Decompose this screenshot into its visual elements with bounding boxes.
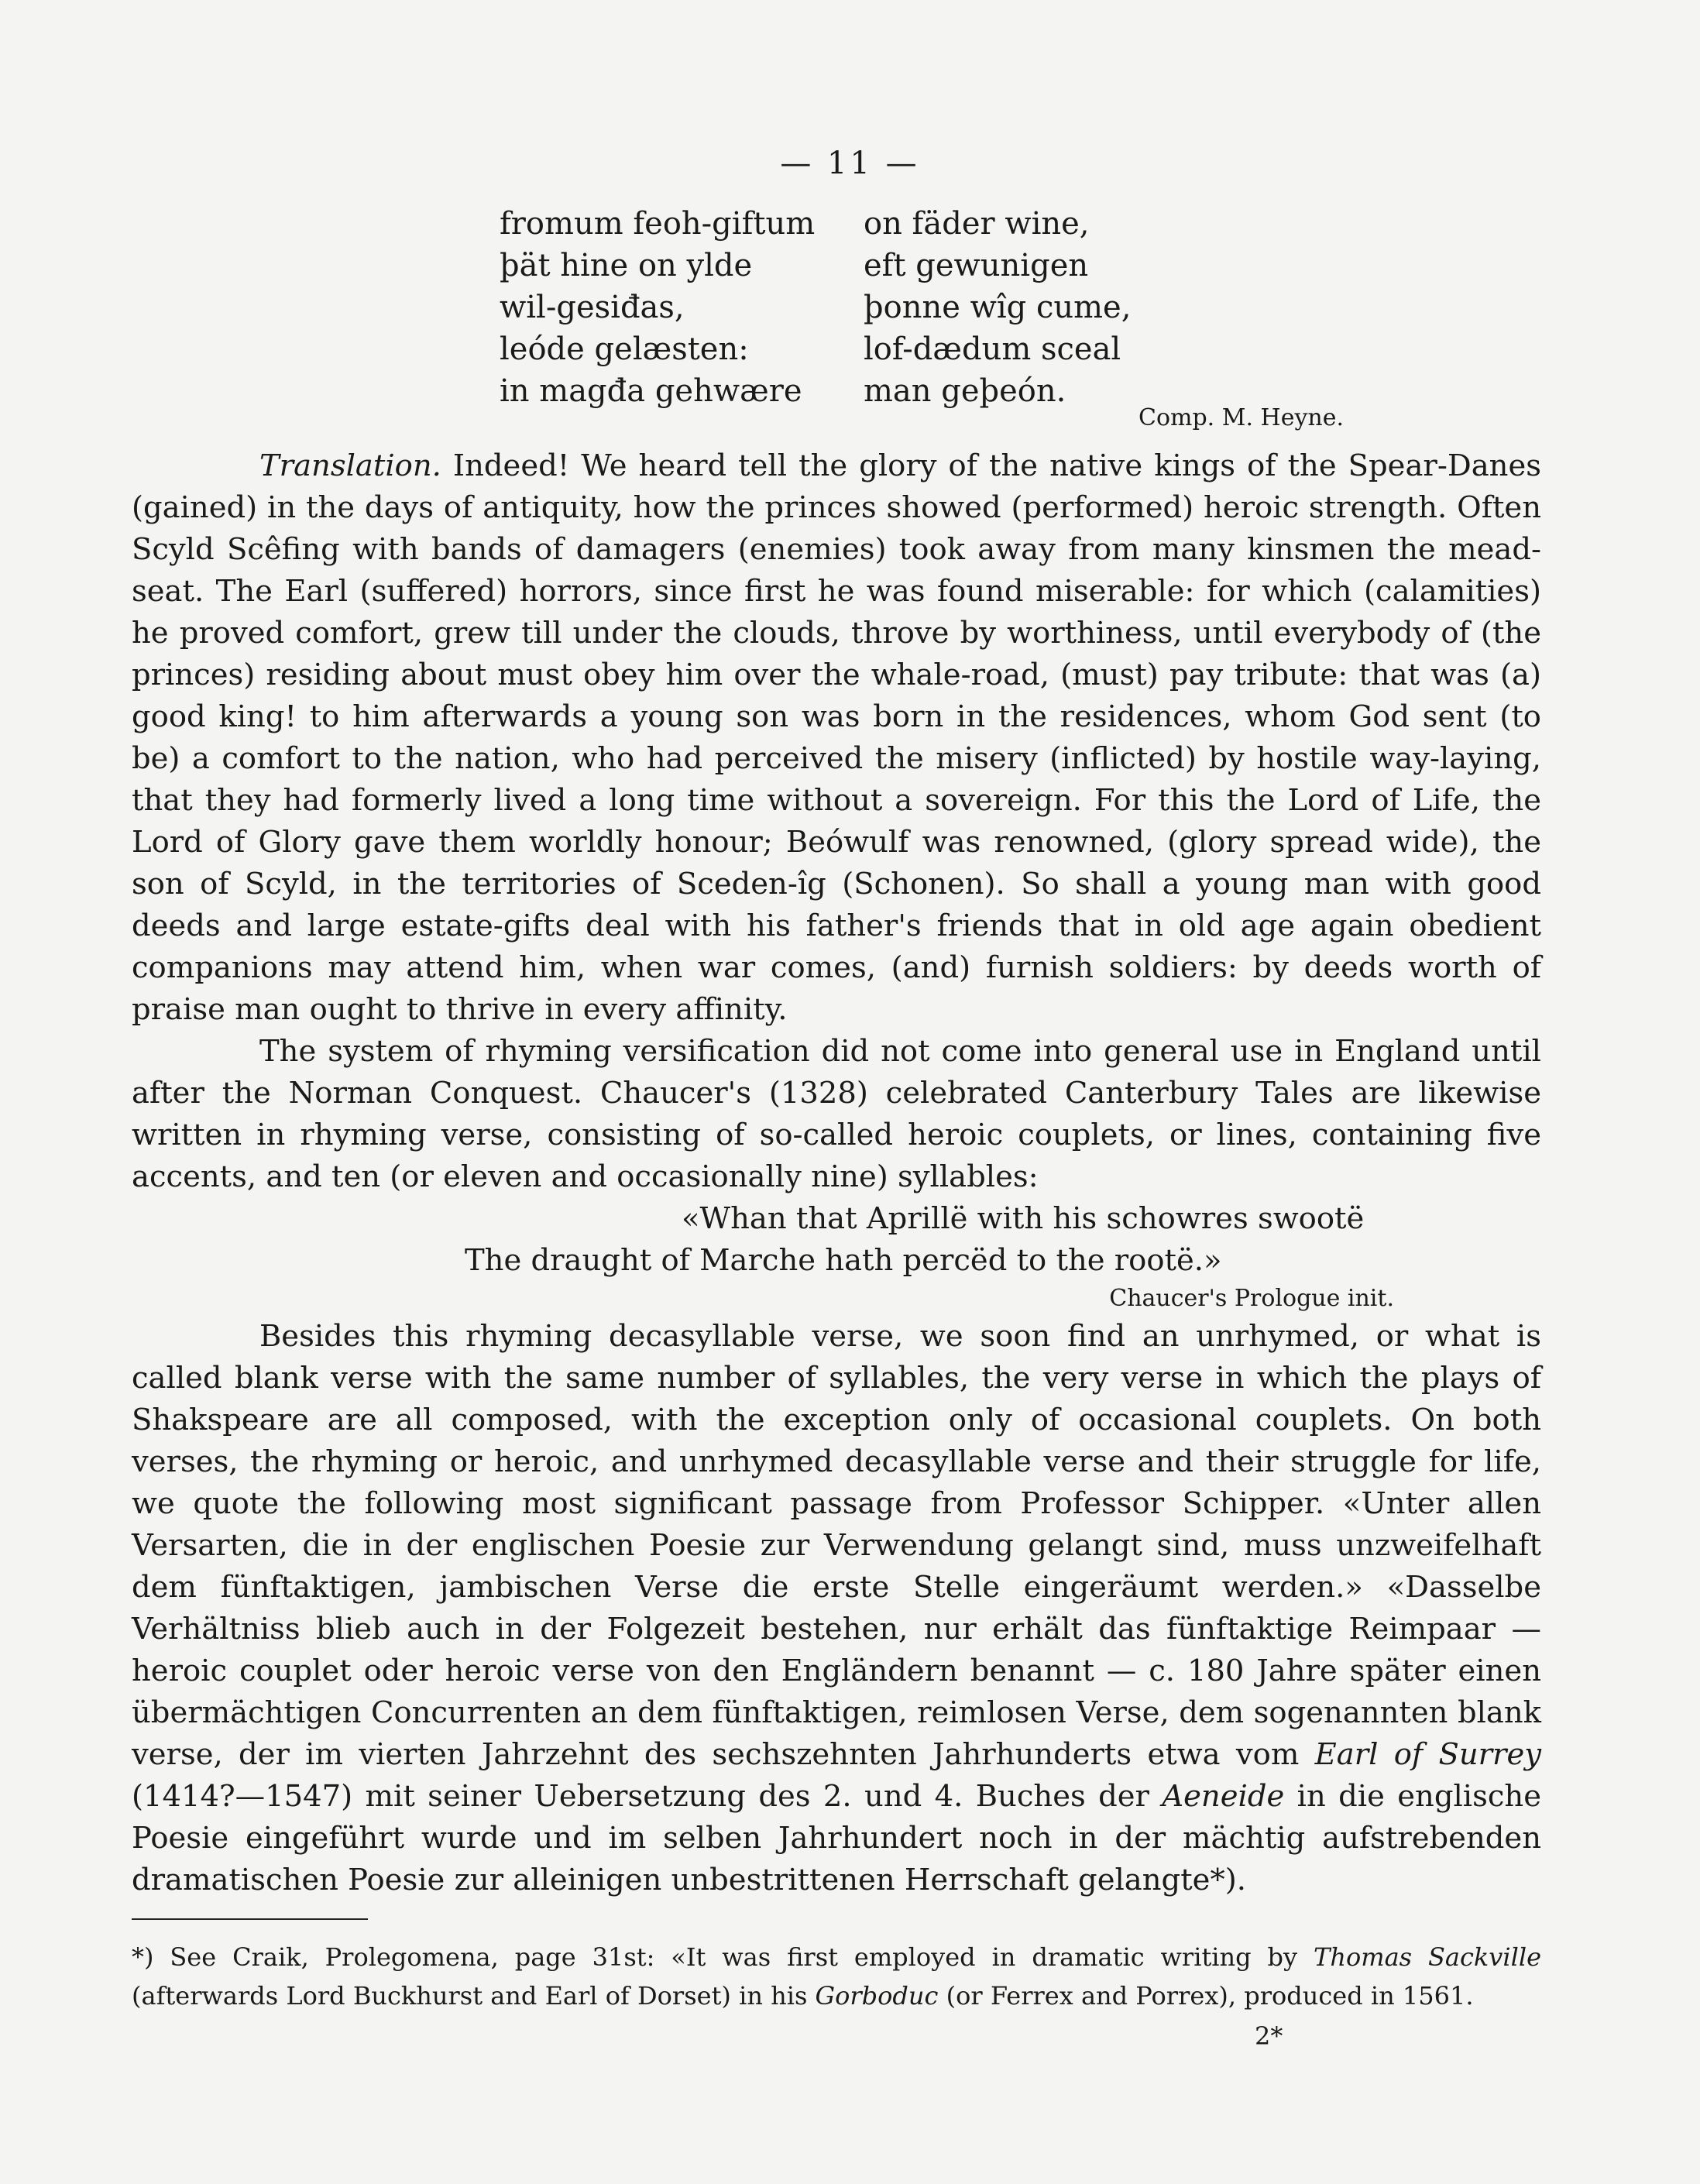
quote-line: «Whan that Aprillë with his schowres swootë	[682, 1201, 1365, 1236]
paragraph-blank-verse	[132, 1316, 1541, 1901]
text-run: Besides this rhyming decasyllable verse, we soon find an unrhymed, or what is called blank verse with the same number of syllables, the very verse in which the plays of Shakspeare are all composed, with the exception only of occasional couplets. On both verses, the rhyming or heroic, and unrhymed decasyllable verse and their struggle for life, we quote the following most significant passage from Professor Schipper. «Unter allen Versarten, die in der englischen Poesie zur Verwendung gelangt sind, muss unzweifelhaft dem fünftaktigen, jambischen Verse die erste Stelle eingeräumt werden.» «Dasselbe Verhältniss blieb auch in der Folgezeit bestehen, nur erhält das fünftaktige Reimpaar — heroic couplet oder heroic verse von den Engländern benannt — c. 180 Jahre später einen übermächtigen Concurrenten an dem fünftaktigen, reimlosen Verse, dem sogenannten blank verse, der im vierten Jahrzehnt des sechszehnten Jahrhunderts etwa vom	[132, 1319, 1541, 1772]
footnote-divider	[132, 1918, 368, 1920]
poem-half-line: man geþeón.	[864, 373, 1066, 409]
quote-line: The draught of Marche hath percëd to the rootë.»	[465, 1243, 1222, 1278]
poem-half-line: lof-dædum sceal	[864, 331, 1121, 367]
text-run: (or Ferrex and Porrex), produced in 1561.	[938, 1981, 1474, 2011]
poem-attribution: Comp. M. Heyne.	[1138, 404, 1345, 431]
text-run: *) See Craik, Prolegomena, page 31st: «It was first employed in dramatic writing by	[132, 1942, 1314, 1972]
poem-half-line: þonne wîg cume,	[864, 290, 1132, 325]
signature-mark: 2*	[1255, 2021, 1283, 2051]
poem-line	[500, 287, 1131, 328]
italic-name: Earl of Surrey	[1314, 1737, 1541, 1772]
text-run: (afterwards Lord Buckhurst and Earl of Dorset) in his	[132, 1981, 816, 2011]
quote-attribution: Chaucer's Prologue init.	[1109, 1285, 1394, 1312]
text-run: (1414?—1547) mit seiner Uebersetzung des 2. und 4. Buches der	[132, 1779, 1163, 1814]
poem-half-line: eft gewunigen	[864, 248, 1089, 283]
poem-line	[500, 370, 1131, 412]
translation-label: Translation.	[259, 448, 441, 483]
poem-half-line: leóde gelæsten:	[500, 331, 749, 367]
italic-title: Gorboduc	[815, 1981, 939, 2011]
poem-line	[500, 203, 1131, 245]
poem-half-line: þät hine on ylde	[500, 248, 753, 283]
poem-half-line: on fäder wine,	[864, 206, 1090, 242]
poem-line	[500, 245, 1131, 287]
italic-name: Thomas Sackville	[1314, 1942, 1542, 1972]
translation-paragraph	[132, 445, 1541, 1031]
page-number: — 11 —	[780, 146, 920, 181]
italic-title: Aeneide	[1162, 1779, 1285, 1814]
poem-block	[500, 203, 1131, 412]
paragraph-rhyming-verse: The system of rhyming versification did not come into general use in England until after the Norman Conquest. Chaucer's (1328) celebrated Canterbury Tales are likewise written in rhyming verse, consisting of so-called heroic couplets, or lines, containing five accents, and ten (or eleven and occasionally nine) syllables:	[132, 1034, 1541, 1194]
translation-text: Indeed! We heard tell the glory of the native kings of the Spear-Danes (gained) in the days of antiquity, how the princes showed (performed) heroic strength. Often Scyld Scêfing with bands of damagers (enemies) took away from many kinsmen the mead-seat. The Earl (suffered) horrors, since first he was found miserable: for which (calamities) he proved comfort, grew till under the clouds, throve by worthiness, until everybody of (the princes) residing about must obey him over the whale-road, (must) pay tribute: that was (a) good king! to him afterwards a young son was born in the residences, whom God sent (to be) a comfort to the nation, who had perceived the misery (inflicted) by hostile way-laying, that they had formerly lived a long time without a sovereign. For this the Lord of Life, the Lord of Glory gave them worldly honour; Beówulf was renowned, (glory spread wide), the son of Scyld, in the territories of Sceden-îg (Schonen). So shall a young man with good deeds and large estate-gifts deal with his father's friends that in old age again obedient companions may attend him, when war comes, (and) furnish soldiers: by deeds worth of praise man ought to thrive in every affinity.	[132, 448, 1541, 1027]
poem-half-line: fromum feoh-giftum	[500, 206, 816, 242]
poem-half-line: wil-gesiđas,	[500, 290, 685, 325]
main-text	[132, 445, 1541, 1901]
poem-line	[500, 328, 1131, 370]
footnote	[132, 1938, 1541, 2015]
poem-half-line: in magđa gehwære	[500, 373, 802, 409]
text-run: in die englische Poesie eingeführt wurde und im selben Jahrhundert noch in der mächtig aufstrebenden dramatischen Poesie zur alleinigen unbestrittenen Herrschaft gelangte*).	[132, 1779, 1541, 1897]
